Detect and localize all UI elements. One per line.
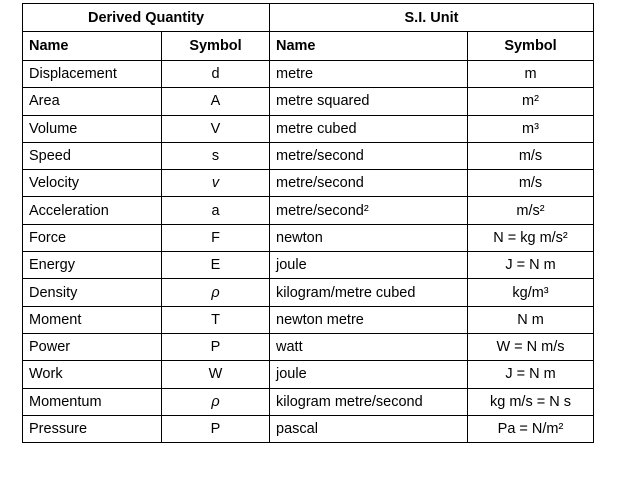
- quantity-symbol-cell: ρ: [162, 279, 270, 306]
- unit-name-cell: kilogram/metre cubed: [270, 279, 468, 306]
- table-row: [23, 306, 594, 333]
- unit-name-cell: metre squared: [270, 88, 468, 115]
- unit-symbol-cell: m/s²: [468, 197, 594, 224]
- quantity-symbol-cell: P: [162, 415, 270, 442]
- unit-symbol-cell: m³: [468, 115, 594, 142]
- quantity-symbol-cell: F: [162, 224, 270, 251]
- quantity-name-cell: Velocity: [23, 170, 162, 197]
- quantity-symbol-cell: E: [162, 252, 270, 279]
- unit-name-cell: metre/second: [270, 170, 468, 197]
- unit-name-cell: pascal: [270, 415, 468, 442]
- quantity-symbol-cell: P: [162, 333, 270, 360]
- unit-name-cell: metre/second²: [270, 197, 468, 224]
- derived-quantity-header: Derived Quantity: [23, 4, 270, 32]
- quantity-symbol-cell: T: [162, 306, 270, 333]
- unit-symbol-cell: J = N m: [468, 252, 594, 279]
- table-row: [23, 61, 594, 88]
- quantity-name-cell: Displacement: [23, 61, 162, 88]
- group-header-row: [23, 4, 594, 32]
- unit-name-cell: metre/second: [270, 142, 468, 169]
- unit-symbol-cell: kg/m³: [468, 279, 594, 306]
- quantity-symbol-cell: a: [162, 197, 270, 224]
- unit-symbol-cell: m/s: [468, 170, 594, 197]
- table-row: [23, 142, 594, 169]
- unit-name-cell: metre cubed: [270, 115, 468, 142]
- table-row: [23, 170, 594, 197]
- unit-name-header: Name: [270, 32, 468, 61]
- quantity-symbol-cell: s: [162, 142, 270, 169]
- table-row: [23, 252, 594, 279]
- table-row: [23, 88, 594, 115]
- table-row: [23, 197, 594, 224]
- unit-symbol-cell: kg m/s = N s: [468, 388, 594, 415]
- quantity-name-cell: Density: [23, 279, 162, 306]
- table-row: [23, 415, 594, 442]
- si-units-table: [22, 3, 594, 443]
- unit-name-cell: newton: [270, 224, 468, 251]
- column-header-row: [23, 32, 594, 61]
- quantity-name-header: Name: [23, 32, 162, 61]
- quantity-symbol-cell: d: [162, 61, 270, 88]
- quantity-name-cell: Work: [23, 361, 162, 388]
- si-unit-header: S.I. Unit: [270, 4, 594, 32]
- table-row: [23, 361, 594, 388]
- unit-symbol-cell: m/s: [468, 142, 594, 169]
- quantity-name-cell: Acceleration: [23, 197, 162, 224]
- table-row: [23, 333, 594, 360]
- quantity-name-cell: Area: [23, 88, 162, 115]
- quantity-name-cell: Force: [23, 224, 162, 251]
- unit-symbol-cell: m: [468, 61, 594, 88]
- unit-symbol-cell: N m: [468, 306, 594, 333]
- quantity-name-cell: Volume: [23, 115, 162, 142]
- quantity-name-cell: Energy: [23, 252, 162, 279]
- quantity-name-cell: Pressure: [23, 415, 162, 442]
- quantity-name-cell: Momentum: [23, 388, 162, 415]
- unit-symbol-cell: N = kg m/s²: [468, 224, 594, 251]
- unit-name-cell: joule: [270, 252, 468, 279]
- unit-name-cell: metre: [270, 61, 468, 88]
- table-row: [23, 115, 594, 142]
- quantity-symbol-cell: v: [162, 170, 270, 197]
- unit-symbol-cell: J = N m: [468, 361, 594, 388]
- unit-symbol-cell: Pa = N/m²: [468, 415, 594, 442]
- unit-name-cell: watt: [270, 333, 468, 360]
- quantity-name-cell: Speed: [23, 142, 162, 169]
- quantity-name-cell: Power: [23, 333, 162, 360]
- quantity-symbol-cell: A: [162, 88, 270, 115]
- unit-symbol-cell: W = N m/s: [468, 333, 594, 360]
- unit-name-cell: joule: [270, 361, 468, 388]
- table-row: [23, 279, 594, 306]
- unit-name-cell: newton metre: [270, 306, 468, 333]
- unit-symbol-header: Symbol: [468, 32, 594, 61]
- unit-name-cell: kilogram metre/second: [270, 388, 468, 415]
- table-row: [23, 388, 594, 415]
- unit-symbol-cell: m²: [468, 88, 594, 115]
- table-row: [23, 224, 594, 251]
- quantity-symbol-cell: W: [162, 361, 270, 388]
- quantity-symbol-header: Symbol: [162, 32, 270, 61]
- quantity-name-cell: Moment: [23, 306, 162, 333]
- quantity-symbol-cell: ρ: [162, 388, 270, 415]
- quantity-symbol-cell: V: [162, 115, 270, 142]
